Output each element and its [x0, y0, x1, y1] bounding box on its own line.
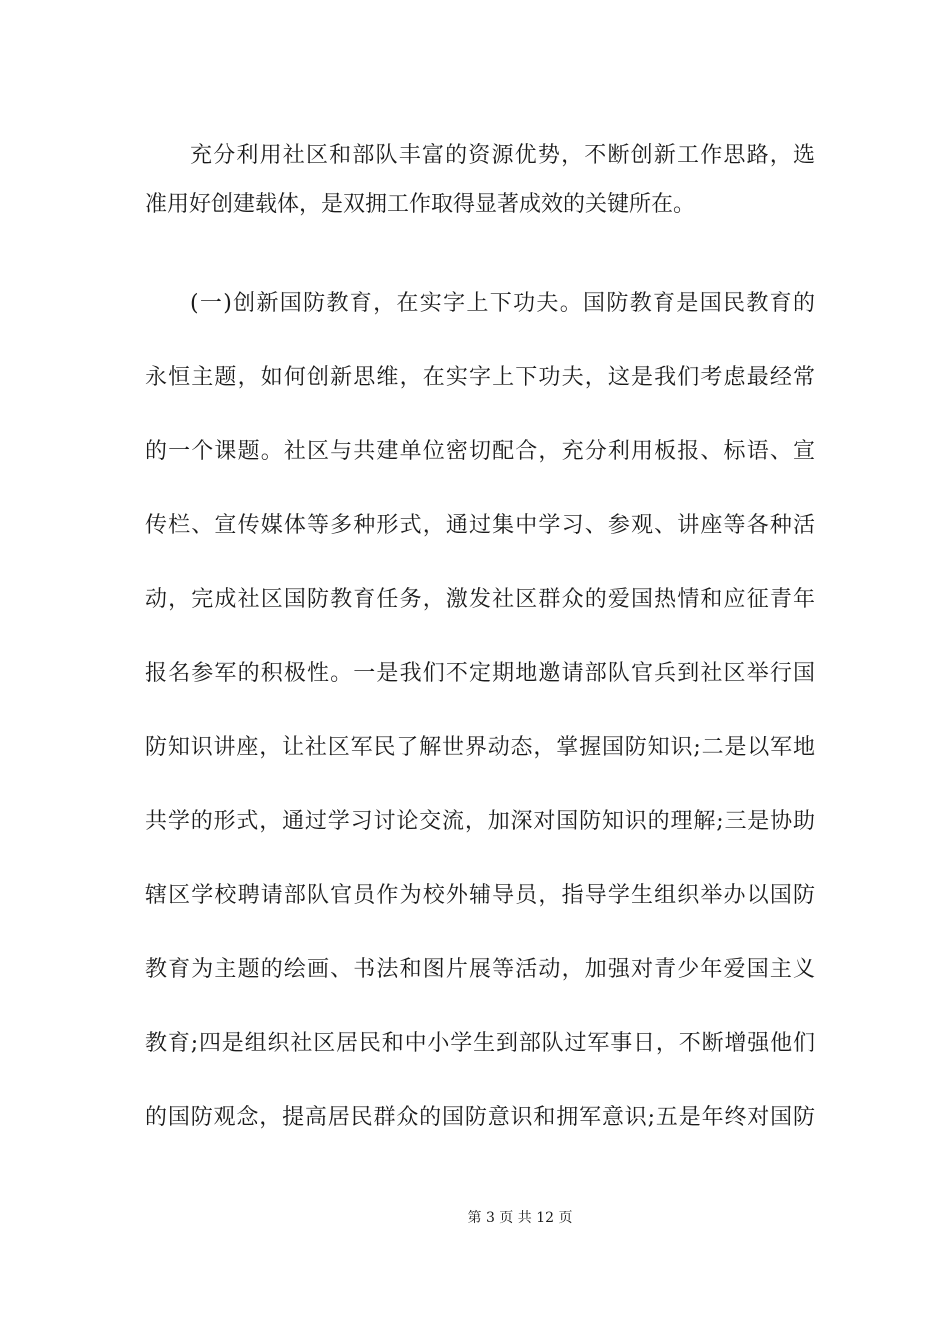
paragraph-line-1: 充分利用社区和部队丰富的资源优势，不断创新工作思路，选 [190, 143, 815, 168]
paragraph-line-14: 的国防观念，提高居民群众的国防意识和拥军意识;五是年终对国防 [145, 1105, 815, 1130]
page-number: 第 3 页 共 12 页 [467, 1210, 573, 1226]
paragraph-line-4: 永恒主题，如何创新思维，在实字上下功夫，这是我们考虑最经常 [145, 365, 815, 390]
paragraph-line-10: 共学的形式，通过学习讨论交流，加深对国防知识的理解;三是协助 [145, 809, 815, 834]
paragraph-line-5: 的一个课题。社区与共建单位密切配合，充分利用板报、标语、宣 [145, 439, 815, 464]
paragraph-line-6: 传栏、宣传媒体等多种形式，通过集中学习、参观、讲座等各种活 [145, 513, 815, 538]
paragraph-line-11: 辖区学校聘请部队官员作为校外辅导员，指导学生组织举办以国防 [145, 883, 815, 908]
paragraph-line-2: 准用好创建载体，是双拥工作取得显著成效的关键所在。 [145, 192, 696, 217]
paragraph-line-3: (一)创新国防教育，在实字上下功夫。国防教育是国民教育的 [190, 291, 815, 316]
paragraph-line-13: 教育;四是组织社区居民和中小学生到部队过军事日，不断增强他们 [145, 1031, 815, 1056]
page-footer [0, 1206, 950, 1230]
paragraph-line-12: 教育为主题的绘画、书法和图片展等活动，加强对青少年爱国主义 [145, 957, 815, 982]
paragraph-line-9: 防知识讲座，让社区军民了解世界动态，掌握国防知识;二是以军地 [145, 735, 815, 760]
paragraph-line-8: 报名参军的积极性。一是我们不定期地邀请部队官兵到社区举行国 [145, 661, 815, 686]
paragraph-line-7: 动，完成社区国防教育任务，激发社区群众的爱国热情和应征青年 [145, 587, 815, 612]
